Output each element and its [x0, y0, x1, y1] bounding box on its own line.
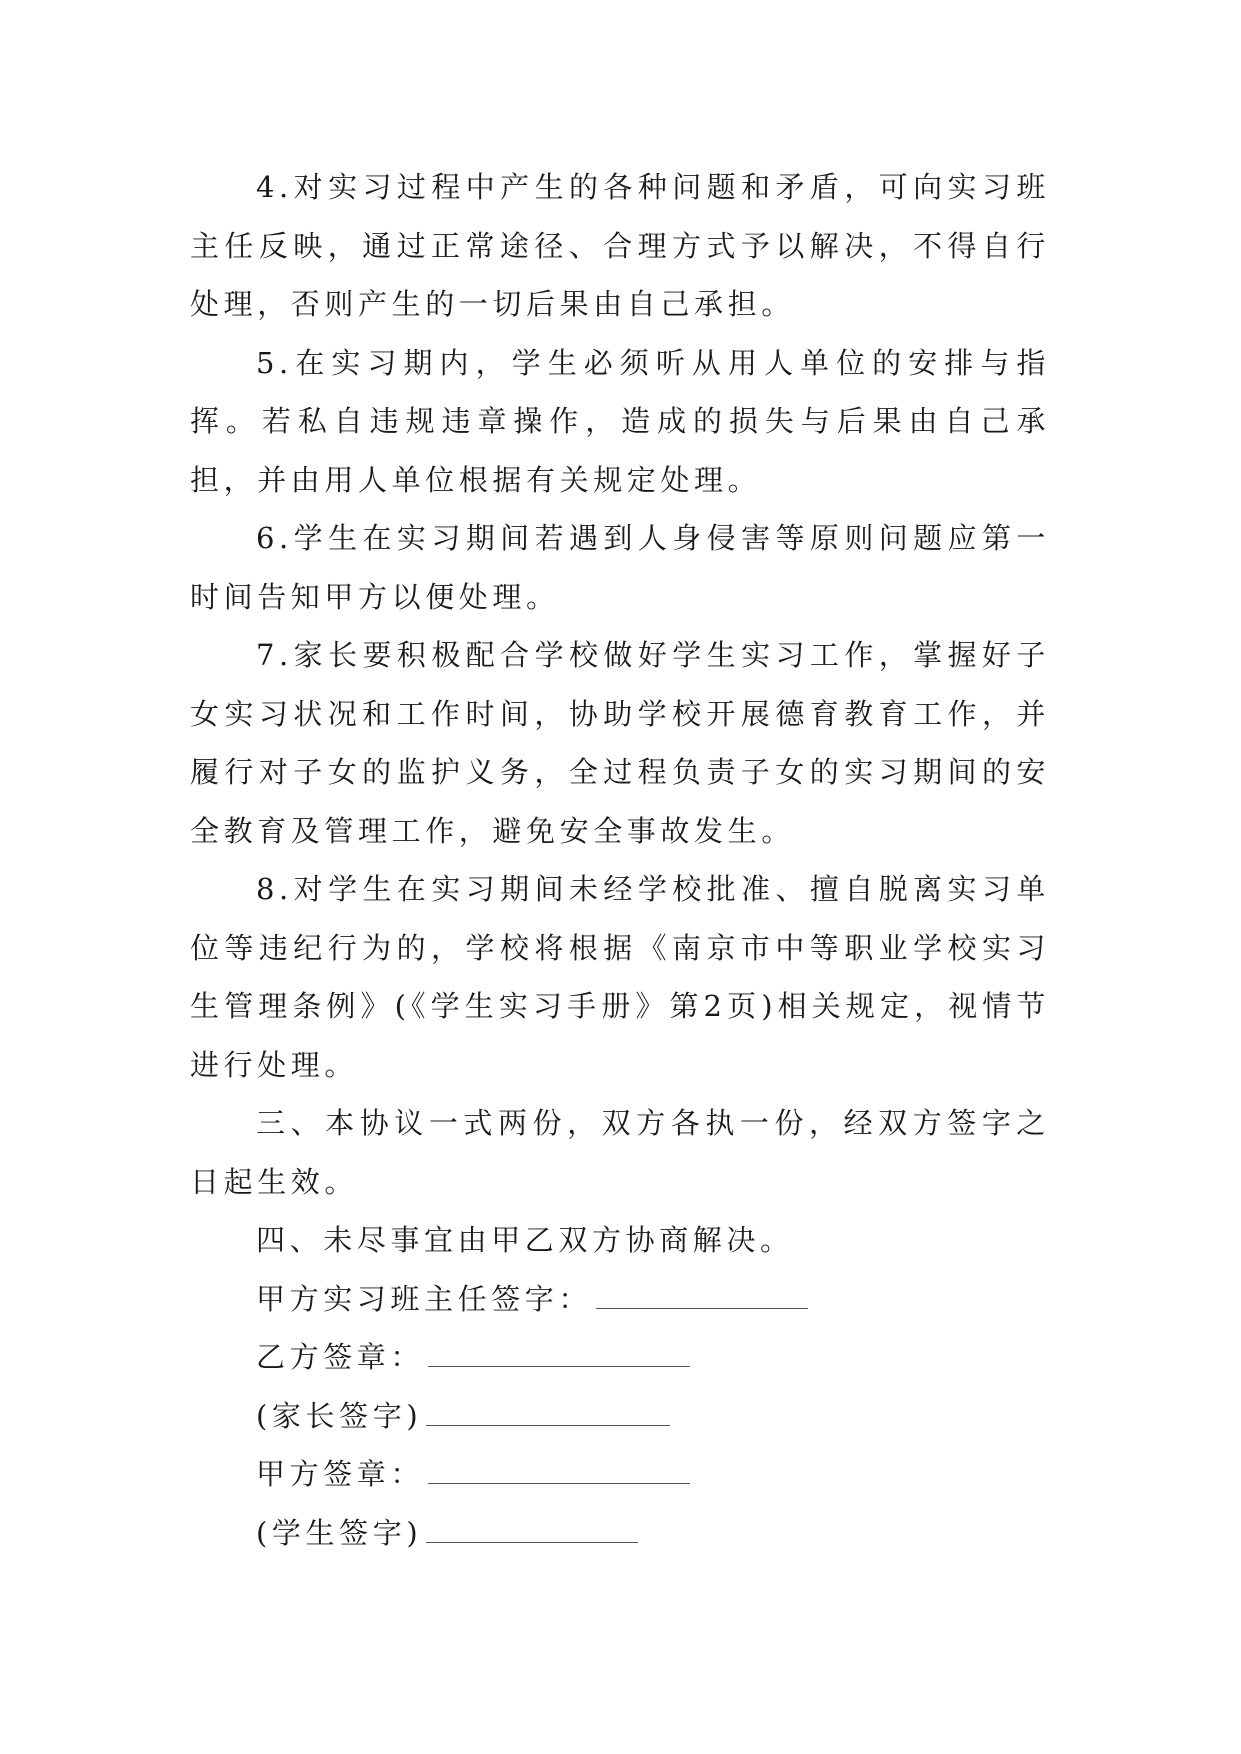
- teacher-signature-blank[interactable]: [596, 1284, 808, 1309]
- parent-signature-blank[interactable]: [426, 1401, 670, 1426]
- party-a-seal-label: 甲方签章：: [256, 1457, 425, 1491]
- party-a-seal-row: [190, 1445, 1050, 1504]
- parent-signature-label: (家长签字): [256, 1398, 423, 1433]
- teacher-signature-row: [190, 1270, 1050, 1329]
- document-body: [190, 158, 1050, 1562]
- party-b-seal-label: 乙方签章：: [256, 1340, 425, 1374]
- teacher-signature-label: 甲方实习班主任签字：: [256, 1281, 593, 1316]
- parent-signature-row: [190, 1387, 1050, 1446]
- section-three: 三、本协议一式两份，双方各执一份，经双方签字之日起生效。: [190, 1106, 1050, 1199]
- party-b-seal-row: [190, 1328, 1050, 1387]
- clause-8: 8.对学生在实习期间未经学校批准、擅自脱离实习单位等违纪行为的，学校将根据《南京市中等职业学校实习生管理条例》(《学生实习手册》第2页)相关规定，视情节进行处理。: [190, 872, 1050, 1082]
- clause-5: 5.在实习期内，学生必须听从用人单位的安排与指挥。若私自违规违章操作，造成的损失与后果由自己承担，并由用人单位根据有关规定处理。: [190, 345, 1050, 497]
- student-signature-row: [190, 1504, 1050, 1563]
- section-four: 四、未尽事宜由甲乙双方协商解决。: [256, 1223, 794, 1257]
- clause-6: 6.学生在实习期间若遇到人身侵害等原则问题应第一时间告知甲方以便处理。: [190, 521, 1050, 614]
- student-signature-blank[interactable]: [426, 1518, 638, 1543]
- student-signature-label: (学生签字): [256, 1515, 423, 1550]
- clause-4: 4.对实习过程中产生的各种问题和矛盾，可向实习班主任反映，通过正常途径、合理方式予以解决，不得自行处理，否则产生的一切后果由自己承担。: [190, 170, 1050, 321]
- party-b-seal-blank[interactable]: [428, 1342, 690, 1367]
- clause-7: 7.家长要积极配合学校做好学生实习工作，掌握好子女实习状况和工作时间，协助学校开展德育教育工作，并履行对子女的监护义务，全过程负责子女的实习期间的安全教育及管理工作，避免安全事故发生。: [190, 638, 1050, 848]
- party-a-seal-blank[interactable]: [428, 1459, 690, 1484]
